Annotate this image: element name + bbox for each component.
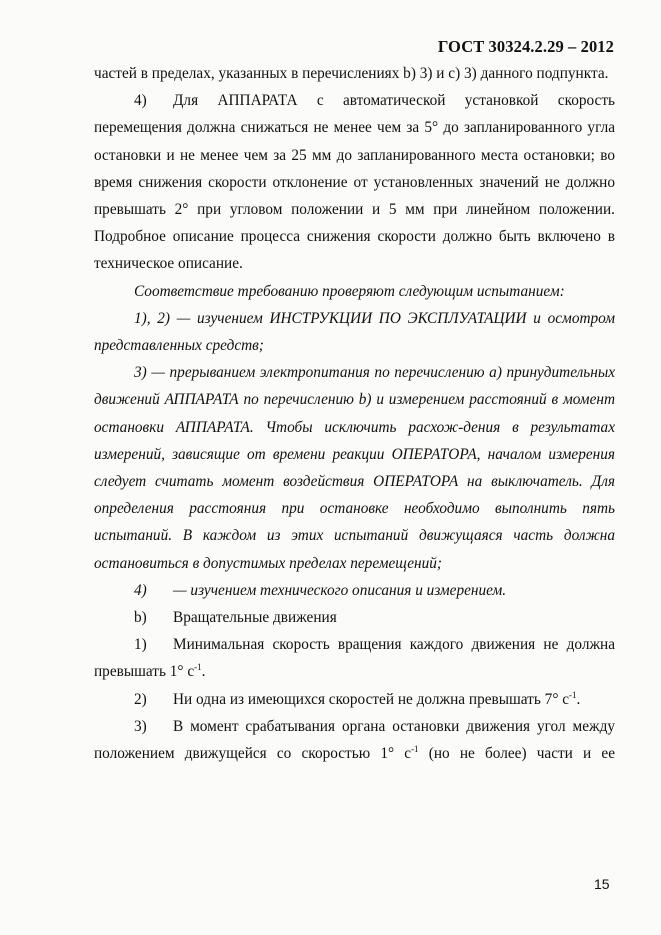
list-item-number: 2) xyxy=(134,690,147,708)
document-body xyxy=(94,60,615,767)
list-item-text: В момент срабатывания органа остановки движения угол между xyxy=(173,717,615,735)
list-item-1 xyxy=(94,631,615,658)
superscript: -1 xyxy=(411,744,419,755)
paragraph-continuation: частей в пределах, указанных в перечислениях b) 3) и c) 3) данного подпункта. xyxy=(94,65,609,82)
list-item-3 xyxy=(94,713,615,740)
list-item-b xyxy=(94,604,615,631)
paragraph-test-3: 3) — прерыванием электропитания по перечислению а) принудительных движений АППАРАТА по перечислению b) и измерением расстояний в момент остановки АППАРАТА. Чтобы исключить расхож-дения в результатах измерений, зависящие от времени реакции ОПЕРАТОРА, началом измерения следует считать момент воздействия ОПЕРАТОРА на выключатель. Для определения расстояния при остановке необходимо выполнить пять испытаний. В каждом из этих испытаний движущаяся часть должна остановиться в допустимых пределах перемещений; xyxy=(94,364,615,572)
paragraph-compliance-check: Соответствие требованию проверяют следующим испытанием: xyxy=(134,282,565,300)
section-heading-rotational: Вращательные движения xyxy=(173,609,337,627)
text-span: Ни одна из имеющихся скоростей не должна превышать 7° с xyxy=(173,690,570,708)
superscript: -1 xyxy=(194,662,202,673)
page-number: 15 xyxy=(594,876,610,892)
list-item-number: 1) xyxy=(134,636,147,654)
paragraph-apparatus-speed: Для АППАРАТА с автоматической установкой скорость перемещения должна снижаться не менее чем за 5° до запланированного угла остановки и не менее чем за 25 мм до запланированного места остановки; во время снижения скорости отклонение от установленных значений не должно превышать 2° при угловом положении и 5 мм при линейном положении. Подробное описание процесса снижения скорости должно быть включено в техническое описание. xyxy=(94,92,615,273)
list-item-number: 4) xyxy=(134,92,147,110)
list-item-number: b) xyxy=(134,609,147,627)
list-item-text: Минимальная скорость вращения каждого движения не должна xyxy=(173,636,615,654)
list-item-text: — изучением технического описания и измерением. xyxy=(173,581,507,599)
list-item-test-4 xyxy=(94,577,615,604)
text-span: . xyxy=(201,663,206,681)
paragraph-stop-angle-cont xyxy=(94,740,615,767)
document-header: ГОСТ 30324.2.29 – 2012 xyxy=(437,37,614,56)
paragraph-test-1-2: 1), 2) — изучением ИНСТРУКЦИИ ПО ЭКСПЛУАТАЦИИ и осмотром представленных средств; xyxy=(94,309,615,355)
text-span: . xyxy=(576,690,581,708)
list-item-2 xyxy=(94,686,615,713)
text-span: (но не более) части и ее xyxy=(418,745,615,763)
list-item-number: 4) xyxy=(134,581,147,599)
paragraph-min-speed-cont xyxy=(94,658,615,685)
text-span: превышать 1° с xyxy=(94,663,195,681)
text-span: положением движущейся со скоростью 1° с xyxy=(94,745,412,763)
list-item-text xyxy=(173,686,615,713)
list-item-number: 3) xyxy=(134,717,147,735)
superscript: -1 xyxy=(569,689,577,700)
